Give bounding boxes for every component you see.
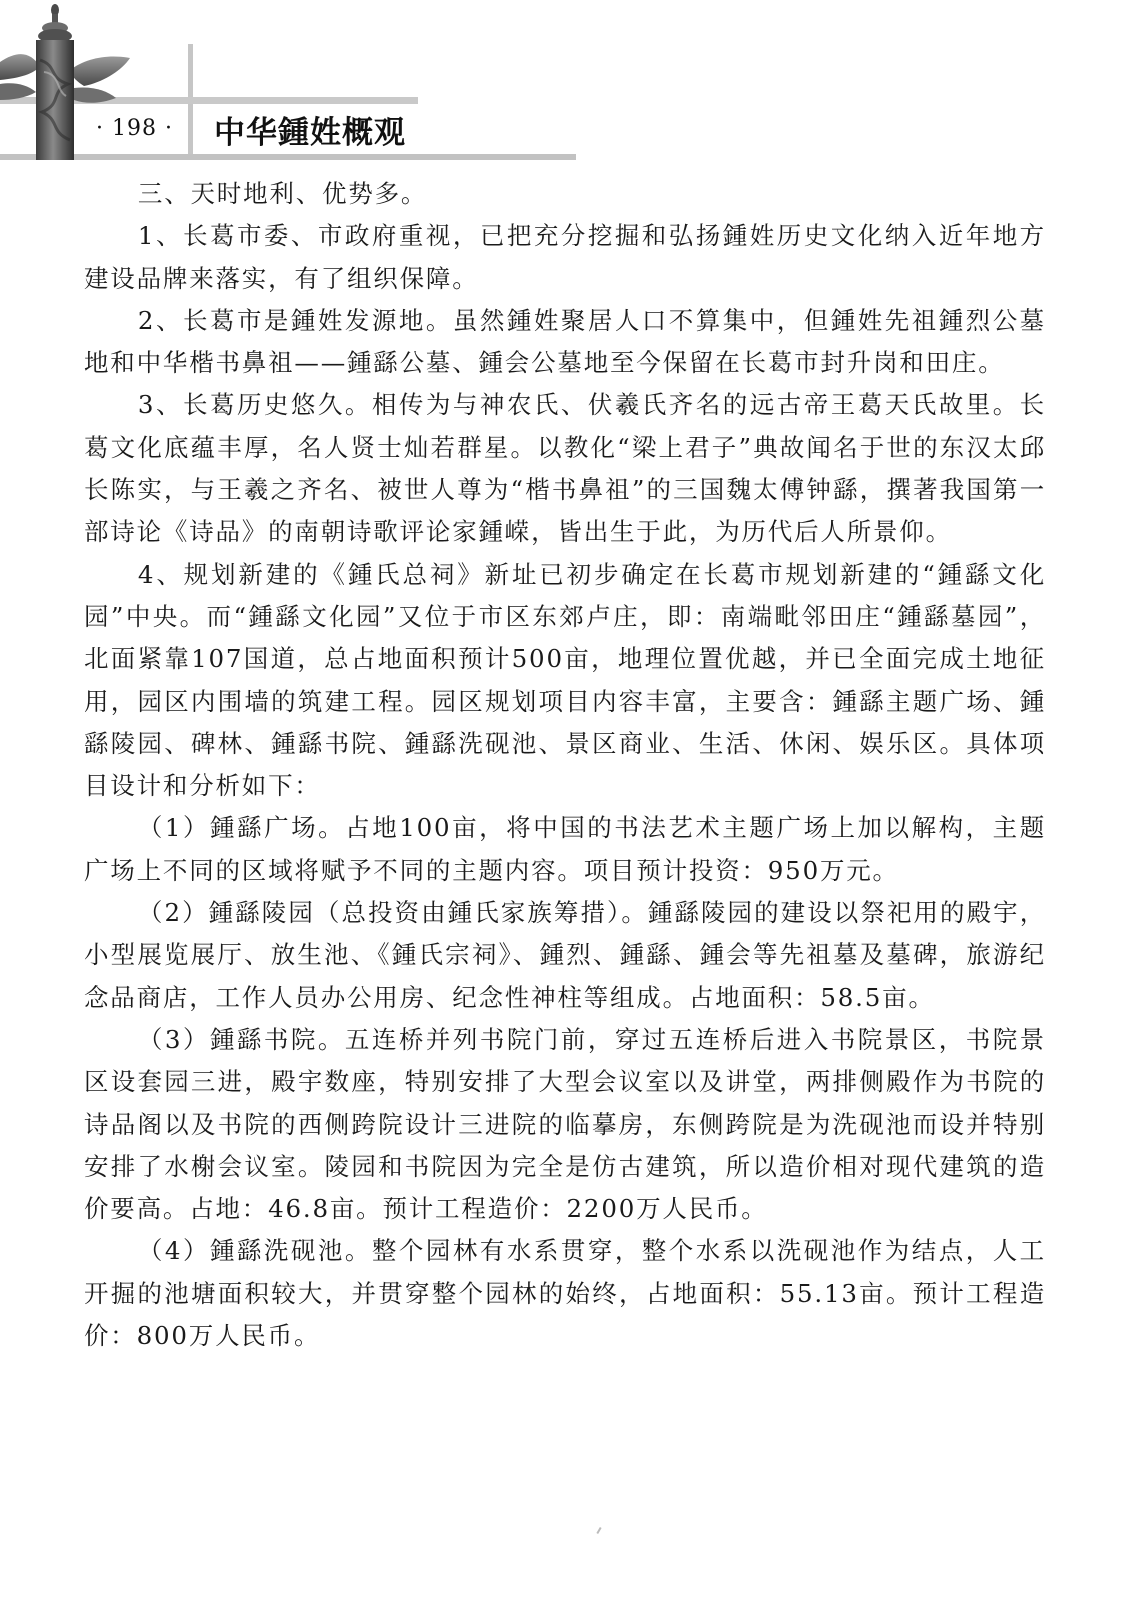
- paragraph: （2）鍾繇陵园（总投资由鍾氏家族筹措）。鍾繇陵园的建设以祭祀用的殿宇，小型展览展厅、放生池、《鍾氏宗祠》、鍾烈、鍾繇、鍾会等先祖墓及墓碑，旅游纪念品商店，工作人员办公用房、纪念性神柱等组成。占地面积：58.5亩。: [84, 898, 1046, 1012]
- section-heading: 三、天时地利、优势多。: [137, 179, 428, 208]
- page-header: [0, 0, 600, 175]
- scan-mark: [596, 1527, 601, 1534]
- paragraph: （3）鍾繇书院。五连桥并列书院门前，穿过五连桥后进入书院景区，书院景区设套园三进，殿宇数座，特别安排了大型会议室以及讲堂，两排侧殿作为书院的诗品阁以及书院的西侧跨院设计三进院的临摹房，东侧跨院是为洗砚池而设并特别安排了水榭会议室。陵园和书院因为完全是仿古建筑，所以造价相对现代建筑的造价要高。占地：46.8亩。预计工程造价：2200万人民币。: [84, 1024, 1046, 1224]
- paragraph: （4）鍾繇洗砚池。整个园林有水系贯穿，整个水系以洗砚池作为结点，人工开掘的池塘面积较大，并贯穿整个园林的始终，占地面积：55.13亩。预计工程造价：800万人民币。: [84, 1236, 1046, 1351]
- paragraph: （1）鍾繇广场。占地100亩，将中国的书法艺术主题广场上加以解构，主题广场上不同的区域将赋予不同的主题内容。项目预计投资：950万元。: [84, 813, 1046, 885]
- body-text: [84, 173, 1046, 1357]
- paragraph: 4、规划新建的《鍾氏总祠》新址已初步确定在长葛市规划新建的“鍾繇文化园”中央。而“鍾繇文化园”又位于市区东郊卢庄，即：南端毗邻田庄“鍾繇墓园”，北面紧靠107国道，总占地面积预计500亩，地理位置优越，并已全面完成土地征用，园区内围墙的筑建工程。园区规划项目内容丰富，主要含：鍾繇主题广场、鍾繇陵园、碑林、鍾繇书院、鍾繇洗砚池、景区商业、生活、休闲、娱乐区。具体项目设计和分析如下：: [84, 559, 1046, 801]
- paragraph: 3、长葛历史悠久。相传为与神农氏、伏羲氏齐名的远古帝王葛天氏故里。长葛文化底蕴丰厚，名人贤士灿若群星。以教化“梁上君子”典故闻名于世的东汉太邱长陈实，与王羲之齐名、被世人尊为“楷书鼻祖”的三国魏太傅钟繇，撰著我国第一部诗论《诗品》的南朝诗歌评论家鍾嵘，皆出生于此，为历代后人所景仰。: [84, 390, 1046, 547]
- paragraph: 2、长葛市是鍾姓发源地。虽然鍾姓聚居人口不算集中，但鍾姓先祖鍾烈公墓地和中华楷书鼻祖——鍾繇公墓、鍾会公墓地至今保留在长葛市封升岗和田庄。: [84, 305, 1046, 378]
- page-number: · 198 ·: [96, 116, 173, 141]
- paragraph: 1、长葛市委、市政府重视，已把充分挖掘和弘扬鍾姓历史文化纳入近年地方建设品牌来落实，有了组织保障。: [84, 221, 1046, 293]
- book-title: 中华鍾姓概观: [214, 115, 406, 151]
